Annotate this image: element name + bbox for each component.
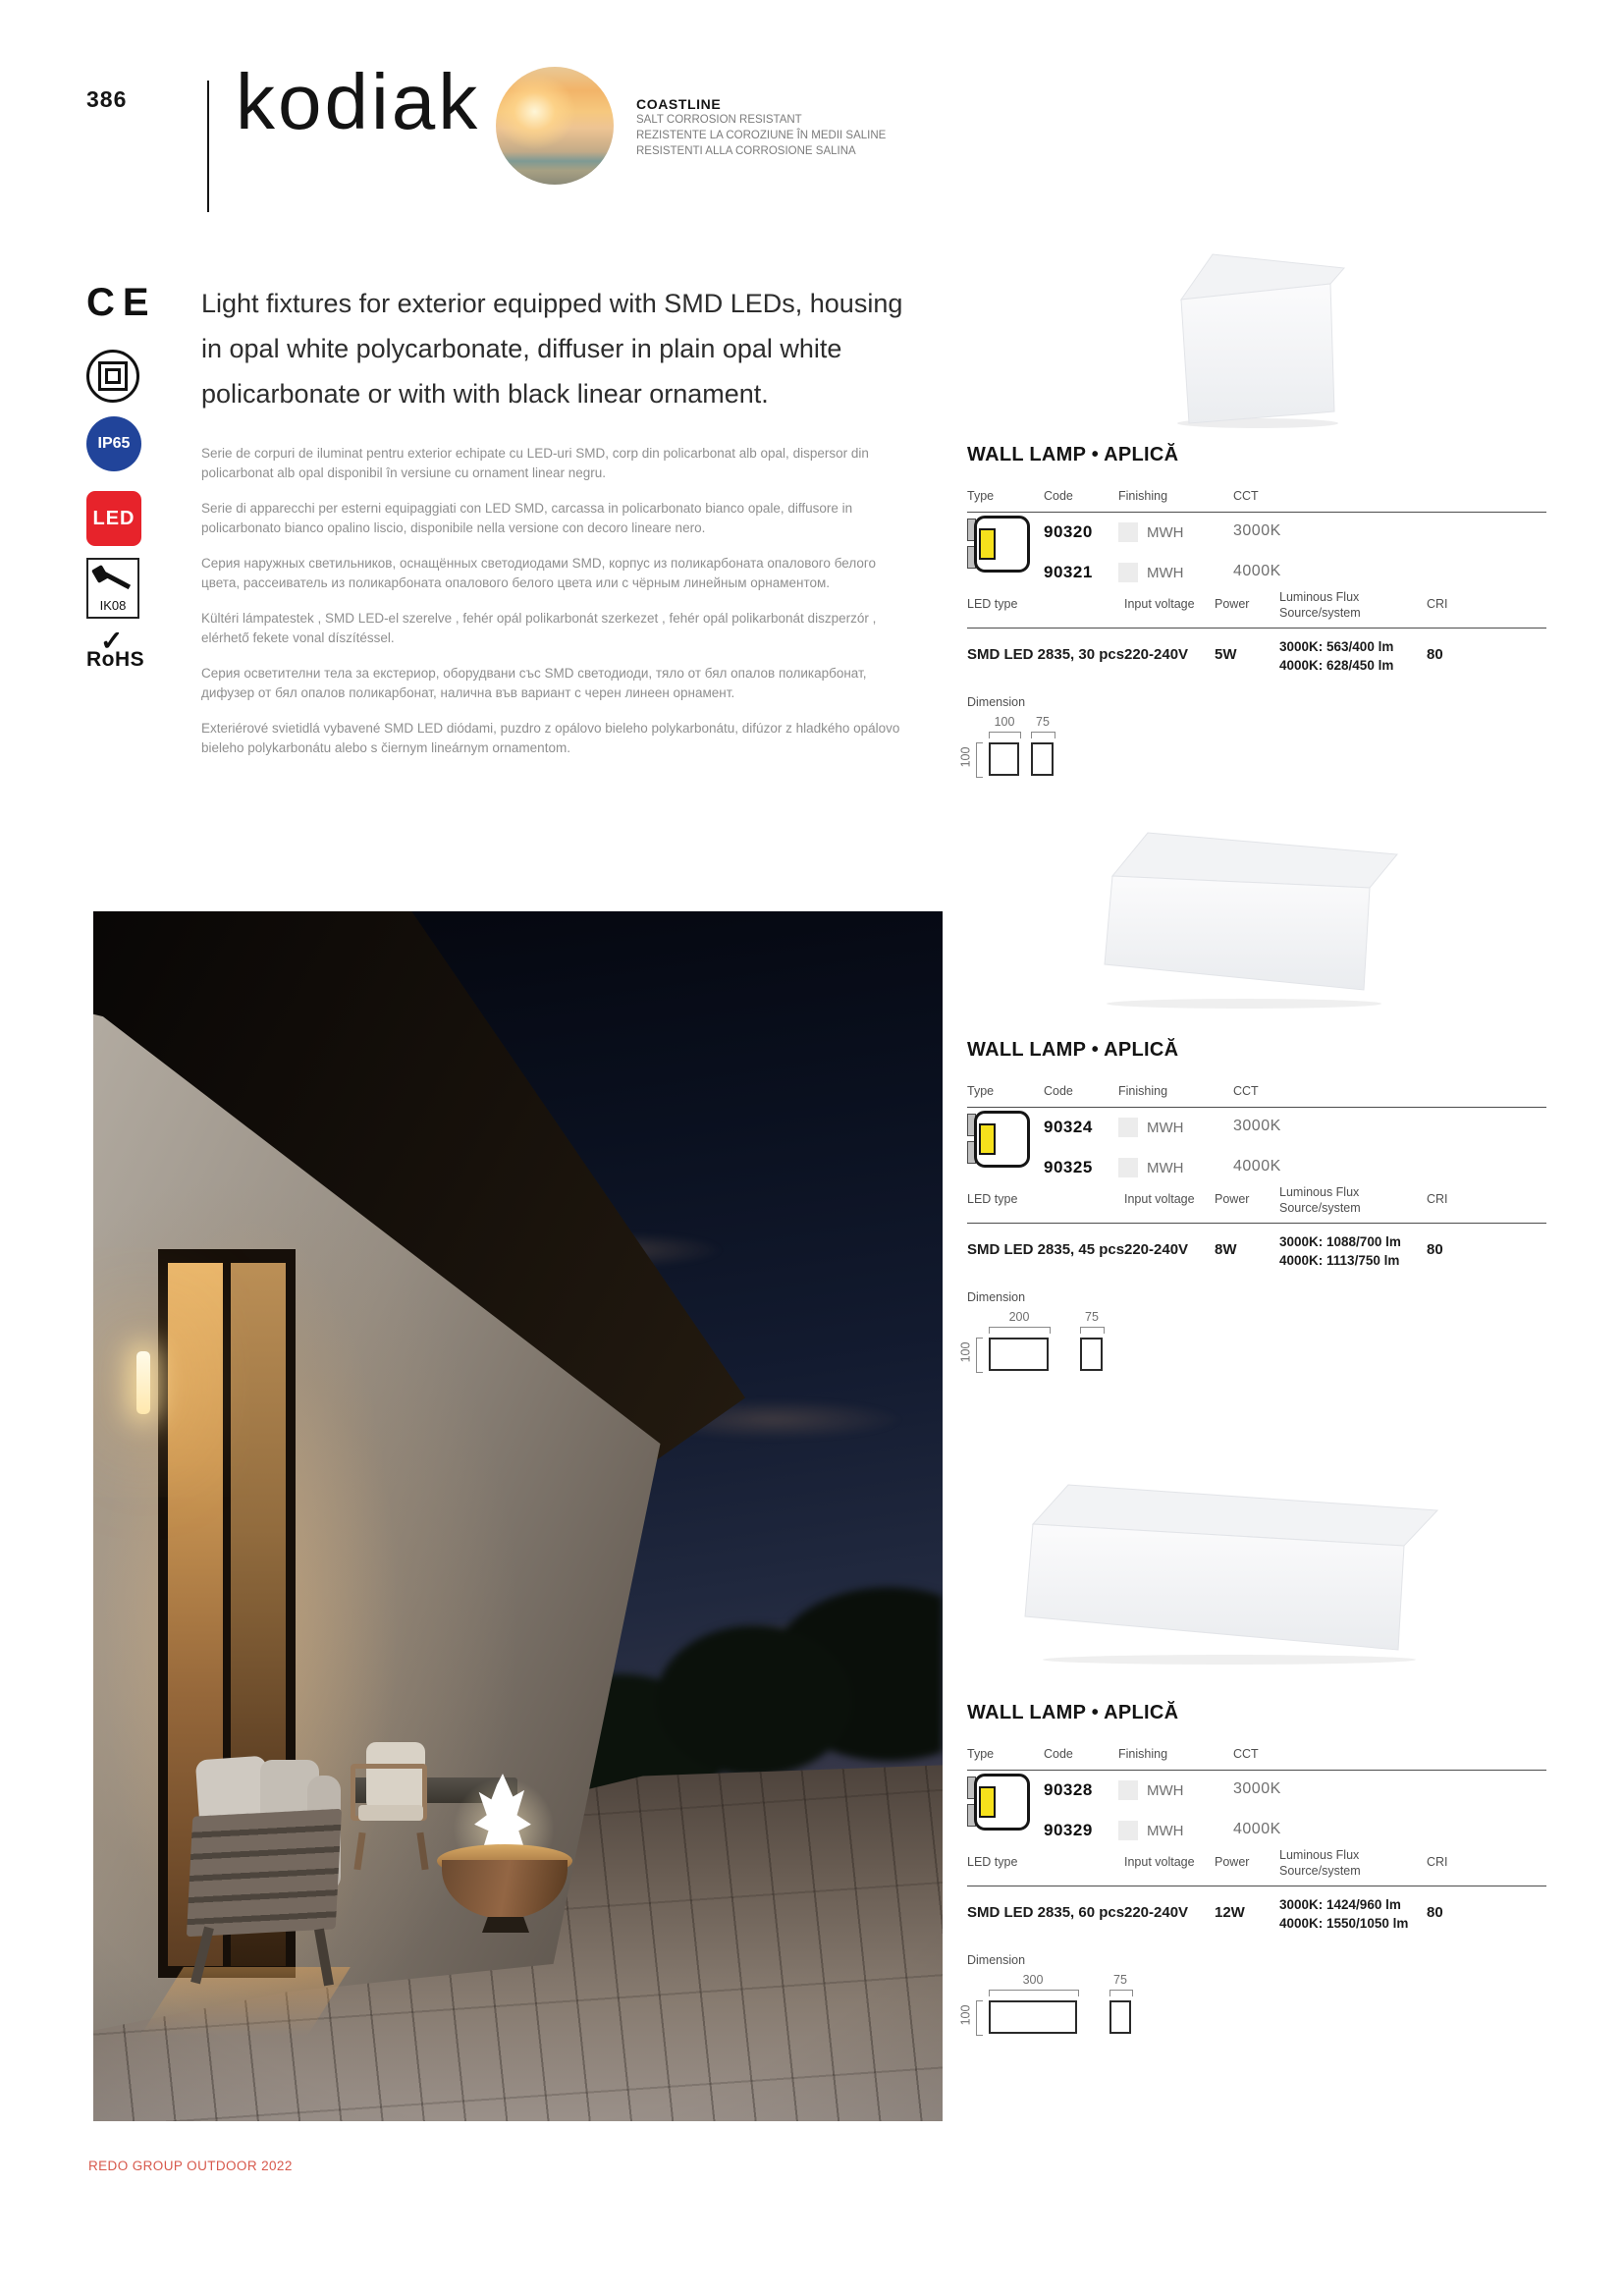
column-header-luminous-flux [1279,589,1361,621]
column-header-type: Type [967,489,995,503]
column-header-input-voltage: Input voltage [1124,1855,1195,1869]
product-code: 90324 [1044,1118,1093,1136]
header-divider [207,81,209,212]
column-header-finishing: Finishing [1118,1084,1168,1098]
column-header-luminous-flux [1279,1184,1361,1216]
finishing-cell [1118,1780,1184,1800]
rohs-icon [86,626,165,672]
ik08-label: IK08 [99,598,127,613]
type-icon-led [979,1123,996,1155]
intro-paragraph-sk: Exteriérové svietidlá vybavené SMD LED diódami, puzdro z opálovo bieleho polykarbonátu, difúzor z hladkého opálovo bieleho polykarbonátu alebo s čiernym lineárnym ornamentom. [201,721,900,755]
spec-led-type: SMD LED 2835, 30 pcs. [967,646,1129,663]
flux-4000k: 4000K: 1550/1050 lm [1279,1916,1409,1931]
cct-value: 3000K [1233,1780,1281,1797]
finishing-label: MWH [1147,1119,1184,1136]
width-value: 100 [994,715,1015,729]
photo-vignette [93,911,943,2121]
column-header-finishing: Finishing [1118,489,1168,503]
flux-header-line1: Luminous Flux [1279,1848,1360,1862]
depth-value: 75 [1036,715,1050,729]
finishing-cell [1118,522,1184,542]
column-header-cri: CRI [1427,1855,1448,1869]
intro-paragraph-it: Serie di apparecchi per esterni equipaggiati con LED SMD, carcassa in policarbonato bianco opale, diffusore in policarbonato bianco opalino liscio, disponibile nella versione con decoro lineare nero. [201,501,853,535]
flux-3000k: 3000K: 1424/960 lm [1279,1897,1401,1912]
table-divider [967,628,1546,629]
column-header-led-type: LED type [967,597,1018,611]
side-view-drawing [1031,742,1054,776]
front-view-drawing [989,1338,1049,1371]
type-icon-led [979,1786,996,1818]
product-family-logo: kodiak [236,58,481,145]
column-header-finishing: Finishing [1118,1747,1168,1761]
column-header-cct: CCT [1233,1747,1259,1761]
intro-paragraphs [201,444,913,774]
finishing-cell [1118,1118,1184,1137]
product-code: 90325 [1044,1158,1093,1176]
coastline-line: RESISTENTI ALLA CORROSIONE SALINA [636,145,856,157]
depth-value: 75 [1085,1310,1099,1324]
table-divider [967,1107,1546,1108]
cct-value: 3000K [1233,522,1281,539]
wall-lamp-type-icon [967,516,1032,574]
finishing-label: MWH [1147,1159,1184,1176]
spec-cri: 80 [1427,1241,1443,1258]
intro-paragraph-ru: Серия наружных светильников, оснащённых светодиодами SMD, корпус из поликарбоната опалового белого цвета, рассеиватель из поликарбоната опалового белого цвета или с чёрным линейным орнаментом. [201,556,877,590]
product-photo-wall-lamp-long [1003,1467,1465,1673]
height-measure [976,742,983,778]
finishing-label: MWH [1147,523,1184,541]
finishing-swatch [1118,563,1138,582]
height-value: 100 [958,1341,973,1363]
intro-paragraph-bg: Серия осветителни тела за екстериор, оборудвани със SMD светодиоди, тяло от бял опалов поликарбонат, дифузер от бял опалов поликарбонат, налична във вариант с черен линеен орнамент. [201,666,867,700]
finishing-swatch [1118,522,1138,542]
footer-text: REDO GROUP OUTDOOR 2022 [88,2159,293,2173]
width-value: 300 [1022,1973,1044,1987]
type-icon-led [979,528,996,560]
spec-luminous-flux [1279,1232,1401,1270]
ip65-badge: IP65 [86,416,141,471]
double-insulation-icon [86,350,139,403]
column-header-code: Code [1044,489,1073,503]
finishing-label: MWH [1147,1781,1184,1799]
column-header-luminous-flux [1279,1847,1361,1879]
flux-header-line2: Source/system [1279,1864,1361,1878]
intro-paragraph-hu: Kültéri lámpatestek , SMD LED-el szerelve , fehér opál polikarbonát szerkezet , fehér opál polikarbonát diszperzór , elérhető fekete vonal díszítéssel. [201,611,877,645]
rohs-label: RoHS [86,648,145,671]
product-section-3 [958,1702,1556,2055]
finishing-swatch [1118,1118,1138,1137]
product-section-2 [958,1039,1556,1393]
flux-header-line2: Source/system [1279,1201,1361,1215]
depth-measure [1109,1990,1133,1996]
column-header-cri: CRI [1427,597,1448,611]
cct-value: 4000K [1233,1158,1281,1175]
width-value: 200 [1008,1310,1030,1324]
depth-value: 75 [1113,1973,1127,1987]
product-photo-wall-lamp-wide [1077,815,1411,1016]
column-header-power: Power [1215,1192,1250,1206]
finishing-cell [1118,563,1184,582]
finishing-cell [1118,1158,1184,1177]
cct-value: 3000K [1233,1118,1281,1134]
product-photo-wall-lamp-cube [1152,239,1353,430]
column-header-power: Power [1215,597,1250,611]
dimension-label: Dimension [967,1953,1026,1967]
column-header-cct: CCT [1233,489,1259,503]
wall-lamp-type-icon [967,1111,1032,1170]
coastline-sunset-image [496,67,614,185]
coastline-line: REZISTENTE LA COROZIUNE ÎN MEDII SALINE [636,130,887,141]
section-title: WALL LAMP • APLICĂ [967,444,1179,465]
product-code: 90329 [1044,1821,1093,1839]
dimension-label: Dimension [967,695,1026,709]
coastline-badge [636,96,886,159]
double-insulation-inner-square [105,368,121,384]
coastline-title: COASTLINE [636,96,722,112]
width-measure [989,732,1021,738]
spec-power: 5W [1215,646,1237,663]
table-divider [967,1223,1546,1224]
finishing-swatch [1118,1821,1138,1840]
flux-3000k: 3000K: 563/400 lm [1279,639,1394,654]
column-header-input-voltage: Input voltage [1124,1192,1195,1206]
flux-header-line2: Source/system [1279,606,1361,620]
table-divider [967,512,1546,513]
cct-value: 4000K [1233,1821,1281,1837]
spec-led-type: SMD LED 2835, 45 pcs. [967,1241,1129,1258]
led-badge: LED [86,491,141,546]
ce-mark-icon: CE [86,281,157,324]
column-header-type: Type [967,1084,995,1098]
spec-led-type: SMD LED 2835, 60 pcs. [967,1904,1129,1921]
width-measure [989,1990,1079,1996]
product-code: 90328 [1044,1780,1093,1799]
front-view-drawing [989,742,1019,776]
check-icon: ✓ [100,626,124,656]
width-measure [989,1327,1051,1334]
depth-measure [1031,732,1055,738]
finishing-swatch [1118,1158,1138,1177]
side-view-drawing [1080,1338,1103,1371]
spec-input-voltage: 220-240V [1124,646,1189,663]
table-divider [967,1770,1546,1771]
spec-power: 12W [1215,1904,1245,1921]
flux-4000k: 4000K: 1113/750 lm [1279,1253,1400,1268]
spec-cri: 80 [1427,646,1443,663]
finishing-swatch [1118,1780,1138,1800]
spec-luminous-flux [1279,1895,1408,1933]
double-insulation-outer-square [98,361,128,391]
ik08-badge [86,558,139,619]
spec-cri: 80 [1427,1904,1443,1921]
front-view-drawing [989,2000,1077,2034]
spec-input-voltage: 220-240V [1124,1904,1189,1921]
column-header-code: Code [1044,1747,1073,1761]
dimension-label: Dimension [967,1290,1026,1304]
column-header-code: Code [1044,1084,1073,1098]
spec-power: 8W [1215,1241,1237,1258]
column-header-type: Type [967,1747,995,1761]
wall-lamp-type-icon [967,1774,1032,1832]
finishing-cell [1118,1821,1184,1840]
flux-3000k: 3000K: 1088/700 lm [1279,1234,1401,1249]
column-header-input-voltage: Input voltage [1124,597,1195,611]
flux-4000k: 4000K: 628/450 lm [1279,658,1394,673]
product-section-1 [958,444,1556,797]
cct-value: 4000K [1233,563,1281,579]
depth-measure [1080,1327,1105,1334]
column-header-cct: CCT [1233,1084,1259,1098]
intro-paragraph-ro: Serie de corpuri de iluminat pentru exterior echipate cu LED-uri SMD, corp din policarbonat alb opal, dispersor din policarbonat alb opal disponibil în versiune cu ornament linear negru. [201,446,869,480]
column-header-cri: CRI [1427,1192,1448,1206]
intro-heading: Light fixtures for exterior equipped with SMD LEDs, housing in opal white polycarbonate, diffuser in plain opal white policarbonate or with with black linear ornament. [201,289,903,409]
side-view-drawing [1109,2000,1131,2034]
height-measure [976,1338,983,1373]
product-code: 90320 [1044,522,1093,541]
height-value: 100 [958,746,973,768]
coastline-line: SALT CORROSION RESISTANT [636,114,802,126]
column-header-led-type: LED type [967,1192,1018,1206]
finishing-label: MWH [1147,1822,1184,1839]
spec-input-voltage: 220-240V [1124,1241,1189,1258]
section-title: WALL LAMP • APLICĂ [967,1039,1179,1061]
finishing-label: MWH [1147,564,1184,581]
column-header-led-type: LED type [967,1855,1018,1869]
spec-luminous-flux [1279,637,1393,675]
column-header-power: Power [1215,1855,1250,1869]
height-value: 100 [958,2004,973,2026]
section-title: WALL LAMP • APLICĂ [967,1702,1179,1723]
flux-header-line1: Luminous Flux [1279,590,1360,604]
height-measure [976,2000,983,2036]
product-code: 90321 [1044,563,1093,581]
flux-header-line1: Luminous Flux [1279,1185,1360,1199]
ambience-night-photo [93,911,943,2121]
page-number: 386 [86,86,128,112]
